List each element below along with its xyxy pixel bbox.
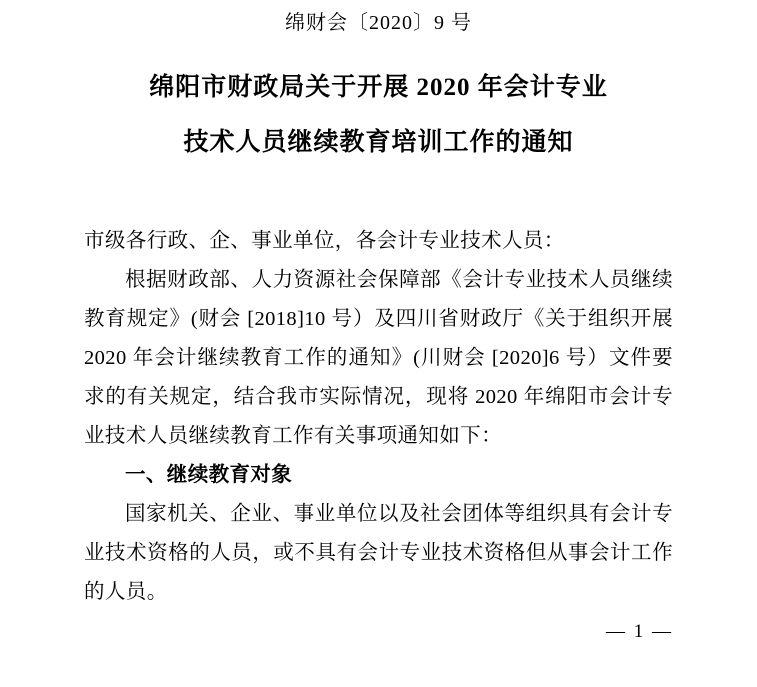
title-line-2: 技术人员继续教育培训工作的通知 xyxy=(183,129,574,156)
document-page xyxy=(0,8,757,687)
document-title xyxy=(84,60,673,170)
document-body xyxy=(84,222,673,612)
section-heading-one: 一、继续教育对象 xyxy=(125,464,293,486)
salutation-paragraph: 市级各行政、企、事业单位，各会计专业技术人员： xyxy=(84,230,565,252)
section-one-paragraph: 国家机关、企业、事业单位以及社会团体等组织具有会计专业技术资格的人员，或不具有会计专业技术资格但从事会计工作的人员。 xyxy=(84,503,673,603)
intro-paragraph: 根据财政部、人力资源社会保障部《会计专业技术人员继续教育规定》(财会 [2018]10 号）及四川省财政厅《关于组织开展 2020 年会计继续教育工作的通知》(川财会 [2020]6 号）文件要求的有关规定，结合我市实际情况，现将 2020 年绵阳市会计专业技术人员继续教育工作有关事项通知如下： xyxy=(84,269,673,447)
page-number: — 1 — xyxy=(606,621,673,642)
title-line-1: 绵阳市财政局关于开展 2020 年会计专业 xyxy=(149,74,608,101)
document-number: 绵财会〔2020〕9 号 xyxy=(285,12,472,34)
